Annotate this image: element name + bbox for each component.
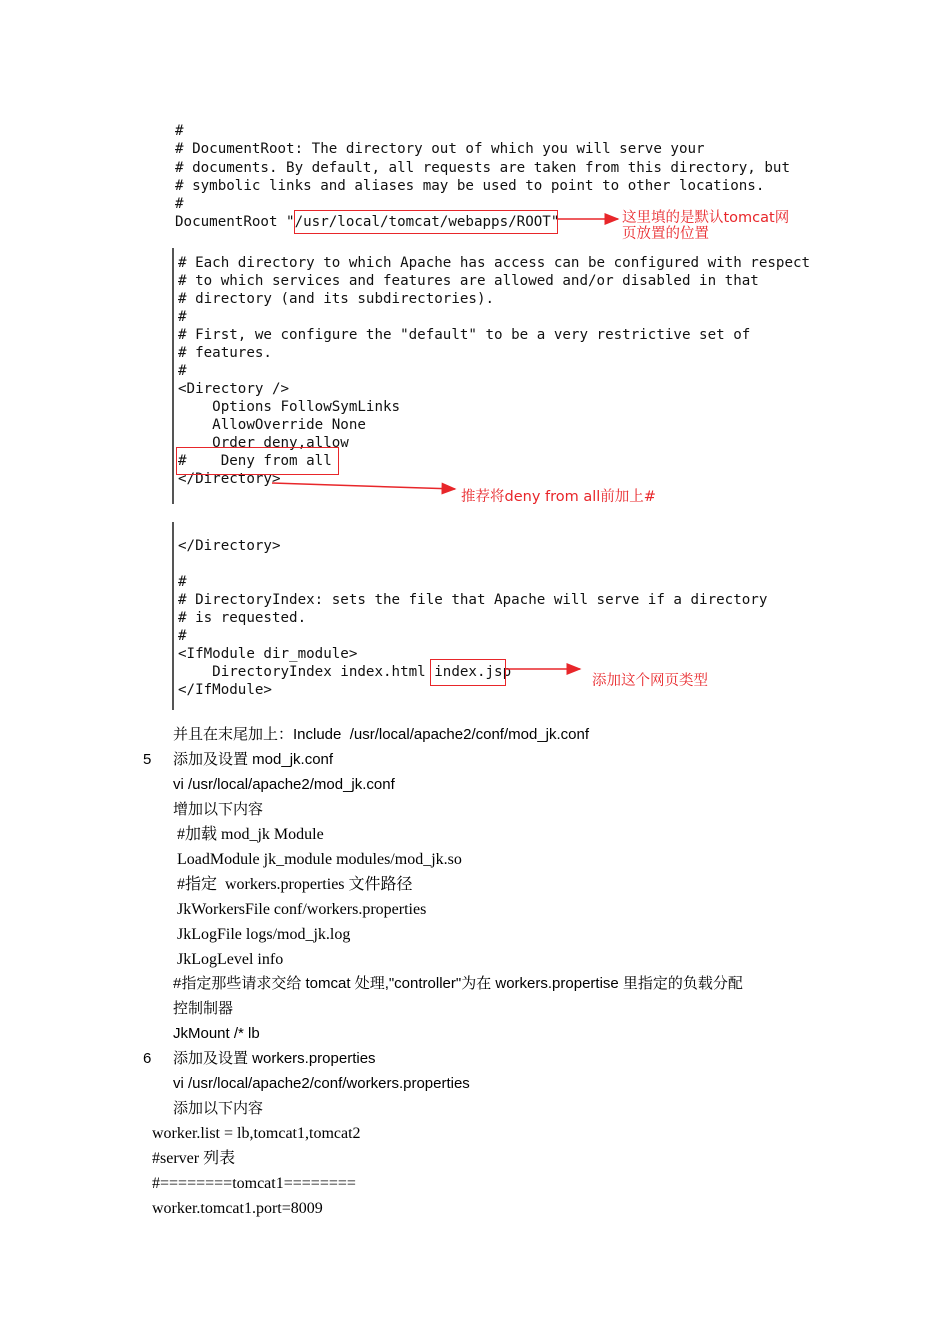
code-line: # directory (and its subdirectories). [178,291,495,307]
step-number: 5 [143,751,152,768]
code-line: # [178,574,187,590]
config-line: #========tomcat1======== [152,1175,356,1192]
config-line: JkLogFile logs/mod_jk.log [177,926,351,943]
config-line: LoadModule jk_module modules/mod_jk.so [177,851,462,868]
config-line: JkLogLevel info [177,951,284,968]
config-line: worker.tomcat1.port=8009 [152,1200,323,1217]
paragraph: 控制制器 [173,1000,234,1017]
annotation-note: 推荐将deny from all前加上# [461,489,656,505]
code-line: # to which services and features are allowed and/or disabled in that [178,273,759,289]
code-line: Options FollowSymLinks [178,399,401,415]
code-line: # features. [178,345,272,361]
config-line: worker.list = lb,tomcat1,tomcat2 [152,1125,361,1142]
code-line: </Directory> [178,471,281,487]
code-line: </IfModule> [178,682,272,698]
config-line: #加载 mod_jk Module [177,826,324,843]
code-line: # symbolic links and aliases may be used to point to other locations. [175,178,765,194]
step-title: 添加及设置 mod_jk.conf [173,751,334,768]
config-line: #指定 workers.properties 文件路径 [177,876,413,893]
code-line: </Directory> [178,538,281,554]
step-title: 添加及设置 workers.properties [173,1050,376,1067]
code-line: DirectoryIndex index.html index.jsp [178,664,512,680]
code-line: # [175,123,184,139]
code-line: <Directory /> [178,381,290,397]
annotation-note: 添加这个网页类型 [592,673,708,689]
code-line: <IfModule dir_module> [178,646,358,662]
command-line: vi /usr/local/apache2/mod_jk.conf [173,776,395,793]
code-line: # [175,196,184,212]
paragraph: #指定那些请求交给 tomcat 处理,"controller"为在 workers.propertise 里指定的负载分配 [173,975,743,992]
code-line: # DirectoryIndex: sets the file that Apache will serve if a directory [178,592,768,608]
code-line: AllowOverride None [178,417,366,433]
code-line: # is requested. [178,610,307,626]
config-line: JkMount /* lb [173,1025,260,1042]
code-line: # Deny from all [178,453,332,469]
code-line: DocumentRoot "/usr/local/tomcat/webapps/ROOT" [175,214,560,230]
paragraph: 增加以下内容 [173,801,264,818]
arrow-line [272,483,455,489]
code-line: # documents. By default, all requests are taken from this directory, but [175,160,790,176]
code-line: # [178,628,187,644]
code-line: # DocumentRoot: The directory out of which you will serve your [175,141,705,157]
code-line: # Each directory to which Apache has access can be configured with respect [178,255,811,271]
code-line: Order deny,allow [178,435,349,451]
code-line: # First, we configure the "default" to be a very restrictive set of [178,327,751,343]
paragraph: 添加以下内容 [173,1100,264,1117]
code-line: # [178,363,187,379]
config-line: #server 列表 [152,1150,236,1167]
code-line: # [178,309,187,325]
include-line: 并且在末尾加上：Include /usr/local/apache2/conf/mod_jk.conf [173,726,590,743]
command-line: vi /usr/local/apache2/conf/workers.properties [173,1075,470,1092]
step-number: 6 [143,1050,152,1067]
config-line: JkWorkersFile conf/workers.properties [177,901,427,918]
annotation-note: 这里填的是默认tomcat网页放置的位置 [622,210,790,242]
